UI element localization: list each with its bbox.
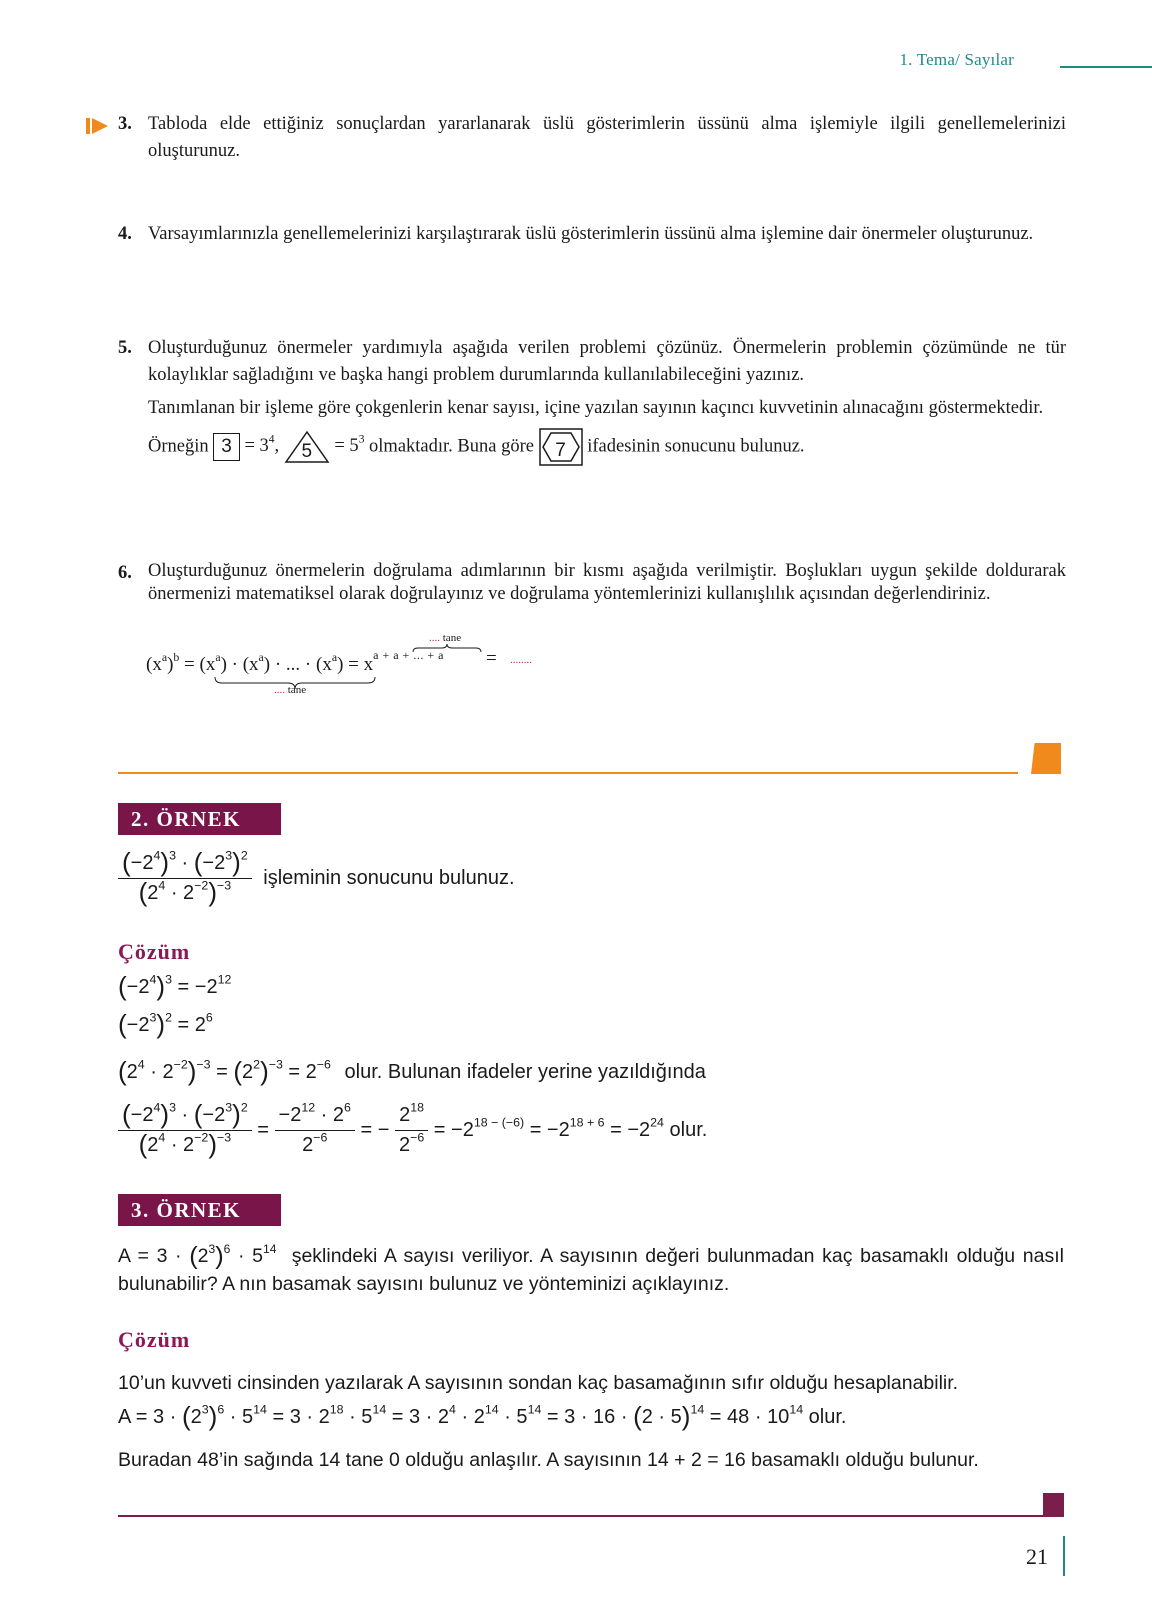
item-4 [118, 221, 1066, 248]
example-prefix: Örneğin [148, 436, 209, 457]
example2-question [118, 847, 515, 907]
divider-accent [1031, 743, 1061, 774]
example-eq1: = $3^4$, [244, 433, 280, 457]
item-3 [118, 111, 1066, 165]
item-number: 6. [118, 563, 132, 583]
item-number: 4. [118, 224, 132, 244]
item-text: Oluşturduğunuz önermeler yardımıyla aşağıda verilen problemi çözünüz. Önermelerin problemin çözümünde ne tür kolaylıklar sağladığını ve başka hangi problem durumlarında kullanılabileceğini yazınız. [148, 338, 1066, 385]
hexagon-box: 7 [539, 428, 583, 466]
solution-step-1: $(-2^4)^3 = -2^{12}$ [118, 971, 232, 1001]
section-divider [118, 772, 1018, 774]
item-number: 3. [118, 114, 132, 134]
solution-title: Çözüm [118, 939, 191, 964]
underbrace-label: .... tane [274, 684, 307, 696]
example-mid: olmaktadır. Buna göre [369, 436, 534, 457]
example3-question: $A = 3 \cdot (2^3)^6 \cdot 5^{14}$ şeklindeki A sayısı veriliyor. A sayısının değeri bulunmadan kaç basamaklı olduğu nasıl bulunabilir? A nın basamak sayısını bulunuz ve yönteminizi açıklayınız. [118, 1241, 1064, 1295]
item-text: Tabloda elde ettiğiniz sonuçlardan yararlanarak üslü gösterimlerin üssünü alma işlemiyle ilgili genellemelerinizi oluşturunuz. [148, 114, 1066, 161]
play-arrow-icon [86, 117, 110, 135]
page-number: 21 [1026, 1544, 1048, 1569]
solution-final: $\frac{(-2^4)^3 \cdot (-2^3)^2}{(2^4 \cdot 2^{-2})^{-3}}$ = $\frac{-2^{12} \cdot 2^6}{2^{-6}}$ = − $\frac{2^{18}}{2^{-6}}$ = $-2^{18 - (-6)} = -2^{18 + 6} = -2^{24}$ olur. [118, 1104, 707, 1157]
section-divider [118, 1515, 1064, 1517]
item-number: 5. [118, 338, 132, 358]
solution-step-3: $(2^4 \cdot 2^{-2})^{-3} = (2^2)^{-3} = 2^{-6}$ olur. Bulunan ifadeler yerine yazıldığında [118, 1056, 706, 1086]
header-title: 1. Tema/ Sayılar [899, 50, 1014, 69]
divider-accent [1043, 1493, 1064, 1515]
triangle-box: 5 [284, 430, 330, 464]
example3-solution-line3: Buradan 48’in sağında 14 tane 0 olduğu anlaşılır. A sayısının 14 + 2 = 16 basamaklı olduğu bulunur. [118, 1449, 979, 1471]
item-6 [118, 560, 1066, 606]
overbrace-icon [412, 643, 482, 653]
power-of-power-formula: $(x^a)^b = (x^a) \cdot (x^a)$ · ... · $(x^a) = x^{a + a + ... + a}$ = ........ .... tane .... tane [146, 632, 532, 696]
overbrace-label: .... tane [429, 632, 462, 644]
item-text: Oluşturduğunuz önermelerin doğrulama adımlarının bir kısmı aşağıda verilmiştir. Boşlukları uygun şekilde doldurarak önermenizi matematiksel olarak doğrulayınız ve doğrulama yöntemlerinizi kullanışlılık açısından değerlendiriniz. [148, 561, 1066, 604]
example-eq2: = $5^3$ [334, 433, 365, 457]
square-box: 3 [213, 433, 240, 461]
example-badge: 3. ÖRNEK [118, 1194, 281, 1226]
item-text: Varsayımlarınızla genellemelerinizi karşılaştırarak üslü gösterimlerin üssünü alma işlemine dair önermeler oluşturunuz. [148, 224, 1034, 244]
solution-title: Çözüm [118, 1327, 191, 1352]
question-text: işleminin sonucunu bulunuz. [263, 866, 515, 889]
example3-solution-line2: $A = 3 \cdot (2^3)^6 \cdot 5^{14} = 3 \cdot 2^{18} \cdot 5^{14} = 3 \cdot 2^4 \cdot 2^{14} \cdot 5^{14} = 3 \cdot 16 \cdot (2 \cdot 5)^{14} = 48 \cdot 10^{14}$ olur. [118, 1401, 847, 1431]
item-5 [118, 335, 1066, 466]
example3-solution-line1: 10’un kuvveti cinsinden yazılarak A sayısının sondan kaç basamağının sıfır olduğu hesaplanabilir. [118, 1372, 959, 1394]
header-rule [1060, 66, 1152, 68]
item-text-definition: Tanımlanan bir işleme göre çokgenlerin kenar sayısı, içine yazılan sayının kaçıncı kuvvetinin alınacağını göstermektedir. [148, 398, 1044, 418]
answer-blank: ........ [510, 654, 532, 666]
example-suffix: ifadesinin sonucunu bulunuz. [587, 436, 805, 457]
example-badge: 2. ÖRNEK [118, 803, 281, 835]
math-fraction: $\frac{(-2^4)^3 \cdot (-2^3)^2}{(2^4 \cdot 2^{-2})^{-3}}$ [118, 852, 252, 905]
page-number-rule [1063, 1536, 1065, 1576]
item-5-example [148, 428, 1066, 466]
solution-step-2: $(-2^3)^2 = 2^6$ [118, 1009, 213, 1039]
